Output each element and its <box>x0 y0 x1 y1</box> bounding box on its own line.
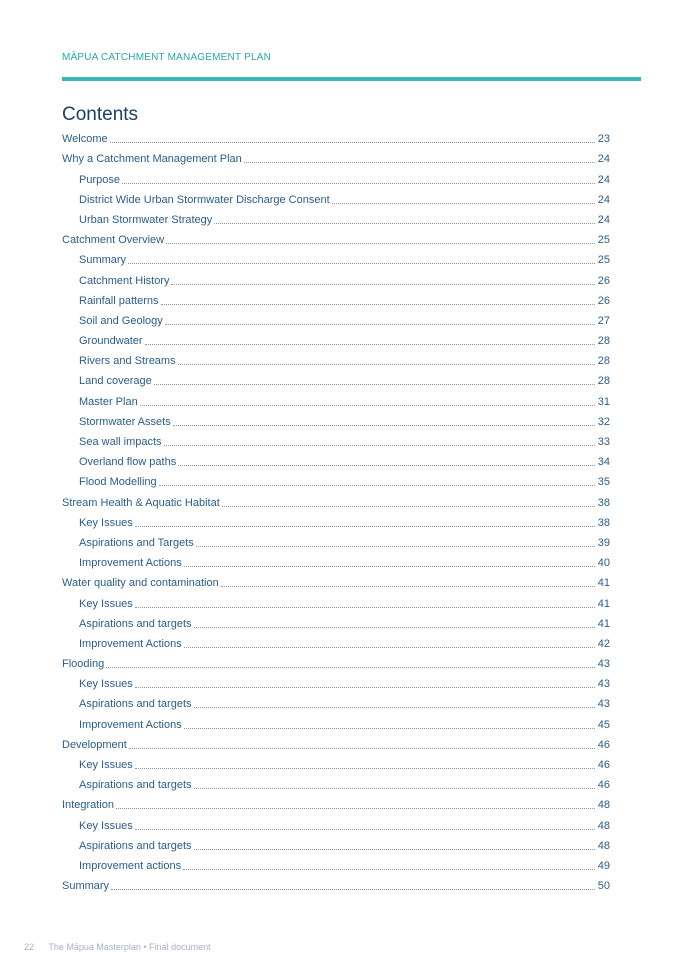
toc-entry-page: 32 <box>597 415 610 428</box>
header-rule <box>62 77 641 81</box>
toc-entry[interactable] <box>62 429 610 449</box>
toc-entry-label: Aspirations and targets <box>79 617 192 630</box>
toc-entry[interactable] <box>62 833 610 853</box>
footer-document-title: The Māpua Masterplan • Final document <box>48 942 211 952</box>
toc-entry-label: Groundwater <box>79 335 143 348</box>
toc-entry-label: Water quality and contamination <box>62 577 219 590</box>
dot-leader <box>171 283 594 285</box>
dot-leader <box>183 868 595 870</box>
toc-entry-label: Flood Modelling <box>79 476 157 489</box>
toc-entry[interactable] <box>62 590 610 610</box>
dot-leader <box>178 363 595 365</box>
dot-leader <box>184 727 595 729</box>
toc-entry-label: Key Issues <box>79 759 133 771</box>
toc-entry[interactable] <box>62 388 610 408</box>
toc-entry-page: 40 <box>597 557 610 570</box>
toc-entry-page: 23 <box>597 133 610 146</box>
toc-entry-label: Rivers and Streams <box>79 355 176 368</box>
toc-entry-page: 38 <box>597 496 610 509</box>
toc-entry-label: Catchment Overview <box>62 234 165 247</box>
toc-entry-page: 48 <box>597 819 610 832</box>
toc-entry[interactable] <box>62 449 610 469</box>
toc-entry[interactable] <box>62 348 610 368</box>
toc-entry[interactable] <box>62 631 610 651</box>
toc-entry-label: Master Plan <box>79 395 138 408</box>
dot-leader <box>178 464 595 466</box>
toc-entry-label: Stream Health & Aquatic Habitat <box>62 496 220 509</box>
toc-entry-page: 46 <box>597 759 610 771</box>
toc-entry[interactable] <box>62 409 610 429</box>
toc-entry-page: 28 <box>597 335 610 348</box>
toc-entry-label: Sea wall impacts <box>79 436 162 448</box>
toc-entry-label: Summary <box>79 254 127 267</box>
dot-leader <box>165 323 595 325</box>
toc-entry-page: 26 <box>597 294 610 307</box>
dot-leader <box>135 606 595 608</box>
dot-leader <box>196 545 595 547</box>
toc-entry-page: 28 <box>597 375 610 388</box>
toc-entry-label: Rainfall patterns <box>79 294 159 307</box>
toc-entry-label: Aspirations and targets <box>79 779 192 792</box>
toc-entry-label: Key Issues <box>79 819 133 832</box>
toc-entry-page: 24 <box>597 153 610 166</box>
toc-entry[interactable] <box>62 772 610 792</box>
dot-leader <box>140 404 595 406</box>
dot-leader <box>194 626 595 628</box>
toc-entry-label: Key Issues <box>79 678 133 691</box>
toc-entry-label: Integration <box>62 799 114 812</box>
toc-entry-page: 42 <box>597 637 610 650</box>
toc-entry-label: Aspirations and targets <box>79 698 192 711</box>
toc-entry-page: 46 <box>597 779 610 792</box>
dot-leader <box>159 484 595 486</box>
toc-entry-page: 41 <box>597 617 610 630</box>
toc-entry[interactable] <box>62 651 610 671</box>
toc-entry[interactable] <box>62 530 610 550</box>
toc-entry[interactable] <box>62 812 610 832</box>
toc-entry-page: 48 <box>597 839 610 852</box>
dot-leader <box>194 706 595 708</box>
toc-entry[interactable] <box>62 691 610 711</box>
toc-entry-label: Overland flow paths <box>79 456 177 469</box>
toc-entry-page: 28 <box>597 355 610 368</box>
table-of-contents <box>62 126 610 893</box>
toc-entry-label: Land coverage <box>79 375 152 388</box>
toc-entry-label: Key Issues <box>79 597 133 610</box>
toc-entry-label: Summary <box>62 880 110 893</box>
toc-entry-label: Stormwater Assets <box>79 415 171 428</box>
toc-entry[interactable] <box>62 732 610 752</box>
toc-entry[interactable] <box>62 671 610 691</box>
toc-entry[interactable] <box>62 126 610 146</box>
toc-entry-page: 43 <box>597 698 610 711</box>
toc-entry[interactable] <box>62 711 610 731</box>
toc-entry[interactable] <box>62 752 610 772</box>
dot-leader <box>164 444 595 446</box>
toc-entry-page: 43 <box>597 658 610 671</box>
toc-entry-page: 27 <box>597 314 610 327</box>
toc-entry-page: 24 <box>597 173 610 186</box>
toc-entry[interactable] <box>62 227 610 247</box>
toc-entry-label: District Wide Urban Stormwater Discharge Consent <box>79 193 330 206</box>
toc-entry-label: Welcome <box>62 133 108 146</box>
toc-entry-label: Purpose <box>79 173 120 186</box>
dot-leader <box>110 141 595 143</box>
toc-entry[interactable] <box>62 328 610 348</box>
dot-leader <box>214 222 594 224</box>
dot-leader <box>173 424 595 426</box>
toc-entry[interactable] <box>62 469 610 489</box>
toc-entry-label: Urban Stormwater Strategy <box>79 213 213 226</box>
toc-entry[interactable] <box>62 550 610 570</box>
toc-entry-label: Key Issues <box>79 516 133 529</box>
toc-entry-page: 34 <box>597 456 610 469</box>
toc-entry[interactable] <box>62 570 610 590</box>
toc-entry[interactable] <box>62 288 610 308</box>
dot-leader <box>145 343 595 345</box>
running-header: MĀPUA CATCHMENT MANAGEMENT PLAN <box>62 52 272 63</box>
toc-entry-label: Catchment History <box>79 274 170 287</box>
page-footer <box>24 942 211 952</box>
dot-leader <box>122 182 595 184</box>
dot-leader <box>194 848 595 850</box>
toc-entry-page: 26 <box>597 274 610 287</box>
dot-leader <box>184 565 595 567</box>
footer-page-number: 22 <box>24 942 35 952</box>
dot-leader <box>244 161 595 163</box>
toc-entry-page: 48 <box>597 799 610 812</box>
toc-entry-page: 25 <box>597 234 610 247</box>
dot-leader <box>184 646 595 648</box>
dot-leader <box>166 242 595 244</box>
toc-entry[interactable] <box>62 368 610 388</box>
toc-entry[interactable] <box>62 187 610 207</box>
dot-leader <box>135 828 595 830</box>
toc-entry-page: 33 <box>597 436 610 448</box>
toc-entry-label: Aspirations and Targets <box>79 536 194 549</box>
dot-leader <box>129 747 595 749</box>
toc-entry[interactable] <box>62 166 610 186</box>
toc-entry-page: 46 <box>597 738 610 751</box>
dot-leader <box>128 262 595 264</box>
toc-entry-page: 24 <box>597 213 610 226</box>
toc-entry-page: 49 <box>597 859 610 872</box>
toc-entry[interactable] <box>62 853 610 873</box>
dot-leader <box>111 888 595 890</box>
toc-entry-page: 45 <box>597 718 610 731</box>
toc-entry[interactable] <box>62 611 610 631</box>
toc-entry-page: 25 <box>597 254 610 267</box>
dot-leader <box>135 767 595 769</box>
toc-entry-page: 38 <box>597 516 610 529</box>
toc-entry[interactable] <box>62 146 610 166</box>
toc-entry-label: Why a Catchment Management Plan <box>62 153 242 166</box>
toc-entry-page: 31 <box>597 395 610 408</box>
dot-leader <box>222 505 595 507</box>
toc-entry-label: Soil and Geology <box>79 314 163 327</box>
dot-leader <box>135 525 595 527</box>
dot-leader <box>221 585 595 587</box>
toc-entry[interactable] <box>62 489 610 509</box>
toc-entry-page: 39 <box>597 536 610 549</box>
toc-entry-page: 43 <box>597 678 610 691</box>
dot-leader <box>194 787 595 789</box>
toc-entry-label: Aspirations and targets <box>79 839 192 852</box>
dot-leader <box>106 666 595 668</box>
toc-entry-page: 35 <box>597 476 610 489</box>
toc-entry[interactable] <box>62 207 610 227</box>
dot-leader <box>135 686 595 688</box>
toc-entry[interactable] <box>62 308 610 328</box>
toc-entry-page: 41 <box>597 597 610 610</box>
dot-leader <box>161 303 595 305</box>
toc-entry-label: Improvement Actions <box>79 637 182 650</box>
toc-entry-label: Improvement Actions <box>79 718 182 731</box>
toc-entry-page: 24 <box>597 193 610 206</box>
toc-entry[interactable] <box>62 247 610 267</box>
dot-leader <box>116 807 595 809</box>
toc-entry-page: 50 <box>597 880 610 893</box>
contents-title: Contents <box>62 104 139 125</box>
toc-entry-label: Development <box>62 738 127 751</box>
dot-leader <box>332 202 595 204</box>
toc-entry-label: Improvement actions <box>79 859 182 872</box>
toc-entry[interactable] <box>62 792 610 812</box>
dot-leader <box>154 383 595 385</box>
toc-entry-label: Improvement Actions <box>79 557 182 570</box>
toc-entry[interactable] <box>62 267 610 287</box>
toc-entry-page: 41 <box>597 577 610 590</box>
toc-entry[interactable] <box>62 510 610 530</box>
toc-entry[interactable] <box>62 873 610 893</box>
toc-entry-label: Flooding <box>62 658 105 671</box>
